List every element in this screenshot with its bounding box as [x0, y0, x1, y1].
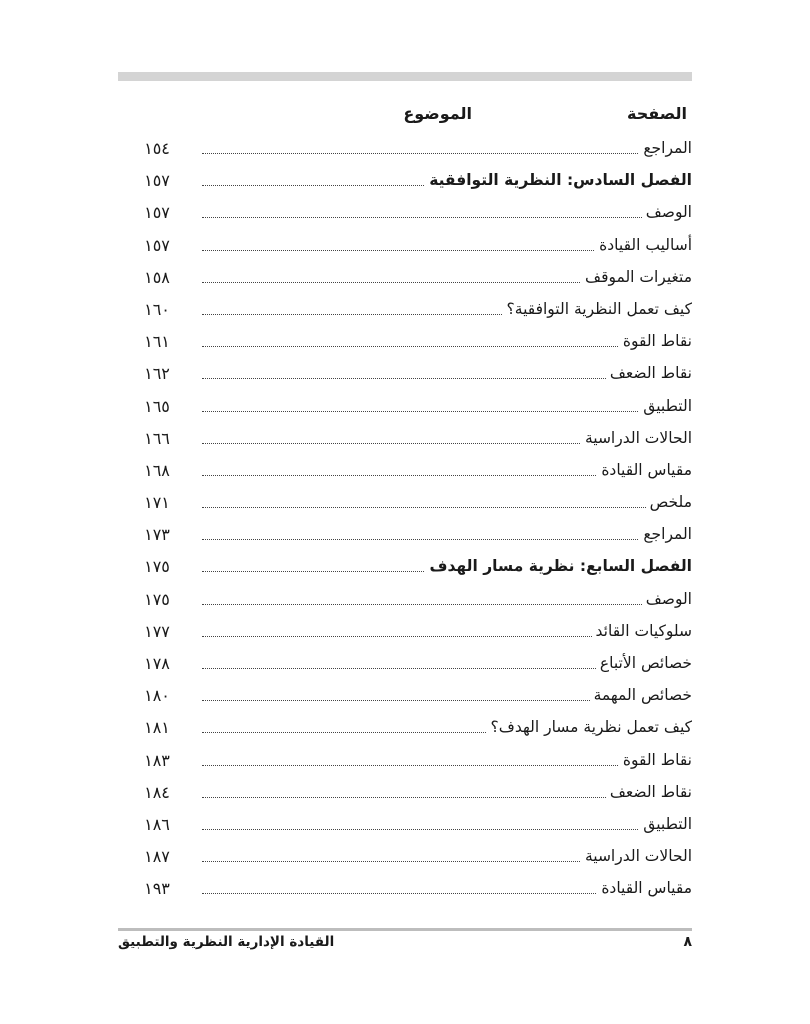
toc-row [118, 584, 692, 616]
toc-row [118, 455, 692, 487]
toc-entry-page: ١٨٦ [144, 814, 170, 834]
toc-entry-title: المراجع [639, 139, 692, 157]
toc-row [118, 197, 692, 229]
toc-entry-page: ١٦٢ [144, 364, 170, 384]
toc-row [118, 487, 692, 519]
footer-page-number: ٨ [683, 934, 692, 950]
toc-row [118, 133, 692, 165]
toc-entry-title: الوصف [642, 590, 692, 608]
toc-entry-title: نقاط الضعف [606, 364, 692, 382]
toc-entry-title: نقاط القوة [619, 751, 692, 769]
toc-entry-title: مقياس القيادة [597, 879, 692, 897]
toc-entry-title: التطبيق [639, 815, 692, 833]
toc-entry-title: التطبيق [639, 397, 692, 415]
toc-chapter-row [118, 165, 692, 197]
toc-row [118, 519, 692, 551]
toc-row [118, 841, 692, 873]
footer-book-title: القيادة الإدارية النظرية والتطبيق [118, 934, 335, 950]
toc-entry-page: ١٨١ [144, 718, 170, 738]
toc-entry-title: كيف تعمل النظرية التوافقية؟ [503, 300, 692, 318]
toc-row [118, 648, 692, 680]
toc-entry-page: ١٨٠ [144, 686, 170, 706]
toc-entry-title: خصائص المهمة [590, 686, 692, 704]
toc-row [118, 712, 692, 744]
toc-row [118, 873, 692, 905]
toc-entry-title: الحالات الدراسية [581, 429, 692, 447]
toc-entry-title: المراجع [639, 525, 692, 543]
page-column-heading: الصفحة [626, 104, 687, 123]
toc-row [118, 326, 692, 358]
toc-row [118, 777, 692, 809]
toc-entry-title: الحالات الدراسية [581, 847, 692, 865]
dot-leader [202, 829, 692, 830]
toc-row [118, 391, 692, 423]
table-of-contents [118, 133, 692, 906]
dot-leader [202, 604, 692, 605]
toc-row [118, 294, 692, 326]
toc-entry-page: ١٥٤ [144, 139, 170, 158]
toc-row [118, 230, 692, 262]
toc-entry-title: ملخص [646, 493, 692, 511]
toc-entry-title: مقياس القيادة [597, 461, 692, 479]
toc-header [118, 104, 692, 132]
toc-entry-page: ١٧٥ [144, 589, 170, 609]
dot-leader [202, 539, 692, 540]
top-rule [118, 72, 692, 81]
toc-entry-page: ١٧٧ [144, 621, 170, 641]
toc-entry-page: ١٥٧ [144, 235, 170, 255]
dot-leader [202, 217, 692, 218]
bottom-rule [118, 928, 692, 931]
toc-entry-title: الوصف [642, 203, 692, 221]
toc-entry-page: ١٩٣ [144, 879, 170, 899]
toc-entry-page: ١٦٥ [144, 396, 170, 416]
toc-entry-page: ١٦٠ [144, 299, 170, 319]
toc-entry-title: متغيرات الموقف [581, 268, 692, 286]
toc-entry-page: ١٦٦ [144, 428, 170, 448]
toc-entry-title: خصائص الأتباع [596, 654, 692, 672]
toc-entry-page: ١٥٧ [144, 203, 170, 223]
toc-row [118, 423, 692, 455]
toc-entry-page: ١٨٧ [144, 847, 170, 867]
toc-row [118, 809, 692, 841]
toc-entry-title: كيف تعمل نظرية مسار الهدف؟ [487, 718, 692, 736]
toc-row [118, 680, 692, 712]
toc-row [118, 262, 692, 294]
toc-entry-page: ١٧٥ [144, 557, 170, 577]
toc-entry-page: ١٧١ [144, 493, 170, 513]
toc-entry-page: ١٥٨ [144, 267, 170, 287]
toc-row [118, 616, 692, 648]
toc-entry-page: ١٨٤ [144, 782, 170, 802]
dot-leader [202, 507, 692, 508]
toc-row [118, 358, 692, 390]
toc-entry-title: الفصل السادس: النظرية التوافقية [425, 171, 692, 189]
toc-entry-title: الفصل السابع: نظرية مسار الهدف [425, 557, 692, 575]
toc-entry-page: ١٧٨ [144, 654, 170, 673]
toc-entry-page: ١٧٣ [144, 525, 170, 545]
toc-entry-title: نقاط القوة [619, 332, 692, 350]
toc-entry-page: ١٨٣ [144, 750, 170, 770]
toc-entry-page: ١٦٨ [144, 460, 170, 480]
toc-entry-title: نقاط الضعف [606, 783, 692, 801]
toc-row [118, 745, 692, 777]
toc-entry-page: ١٦١ [144, 332, 170, 352]
dot-leader [202, 411, 692, 412]
toc-chapter-row [118, 551, 692, 583]
toc-entry-title: أساليب القيادة [595, 236, 692, 254]
dot-leader [202, 153, 692, 154]
topic-column-heading: الموضوع [403, 104, 472, 123]
toc-entry-page: ١٥٧ [144, 171, 170, 191]
toc-entry-title: سلوكيات القائد [592, 622, 692, 640]
